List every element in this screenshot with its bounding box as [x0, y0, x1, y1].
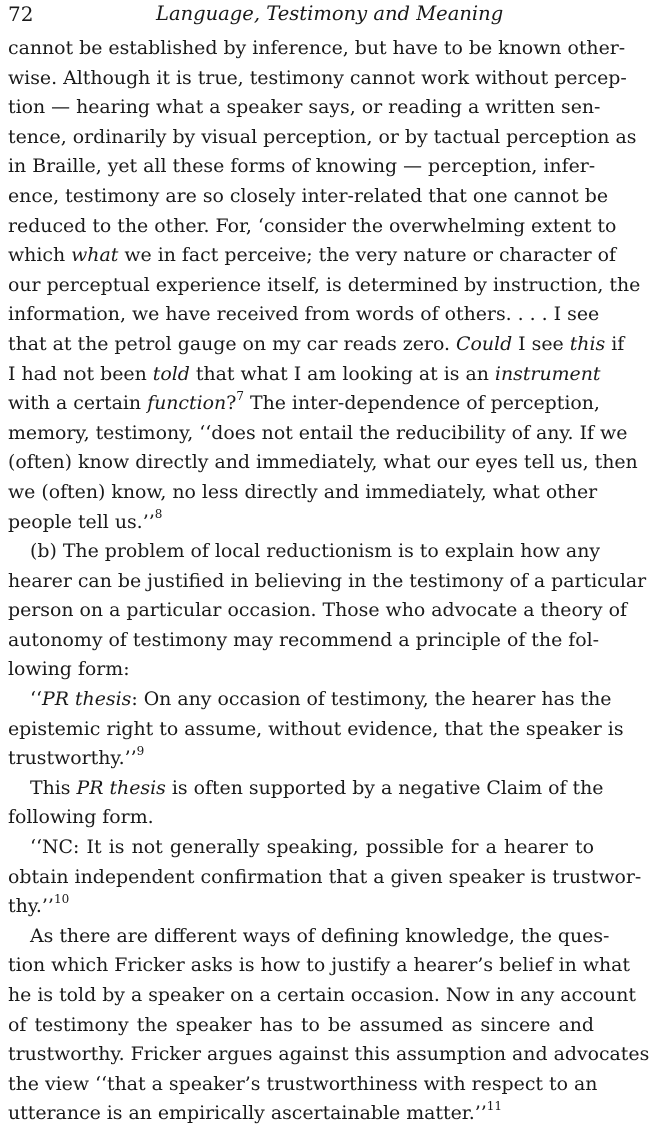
paragraph [8, 833, 642, 922]
text-line: tion — hearing what a speaker says, or reading a written sen- [8, 96, 601, 119]
paragraph [8, 34, 641, 537]
text-line: the view ‘‘that a speaker’s trustworthiness with respect to an [8, 1072, 598, 1095]
page-number: 72 [8, 2, 34, 26]
body-text [8, 34, 649, 1129]
text-line: utterance is an empirically ascertainable matter.’’$^{11}$ [8, 1099, 503, 1125]
footnote-marker: 7 [236, 388, 244, 403]
text-line: hearer can be justified in believing in the testimony of a particular [8, 569, 647, 592]
footnote-marker: 10 [53, 891, 70, 906]
text-line: tion which Fricker asks is how to justify a hearer’s belief in what [8, 954, 631, 977]
text-line: people tell us.’’$^8$ [8, 507, 163, 533]
text-line: memory, testimony, ‘‘does not entail the reducibility of any. If we [8, 421, 628, 444]
paragraph [8, 922, 649, 1129]
footnote-marker: 11 [486, 1099, 503, 1114]
text-line: thy.’’$^{10}$ [8, 891, 70, 918]
paragraph [8, 774, 604, 833]
text-line: of testimony the speaker has to be assumed as sincere and [8, 1013, 594, 1036]
text-line: ence, testimony are so closely inter-related that one cannot be [8, 184, 609, 207]
text-line: information, we have received from words of others. . . . I see [8, 303, 600, 326]
text-line: lowing form: [8, 658, 130, 681]
footnote-marker: 8 [154, 507, 163, 522]
running-head [8, 0, 594, 34]
text-line: reduced to the other. For, ‘consider the overwhelming extent to [8, 214, 617, 237]
running-title: Language, Testimony and Meaning [156, 2, 504, 25]
text-line: cannot be established by inference, but have to be known other- [8, 37, 626, 59]
paragraph [8, 685, 624, 774]
text-line: which what we in fact perceive; the very nature or character of [8, 244, 617, 267]
text-line: This PR thesis is often supported by a negative Claim of the [30, 776, 604, 799]
text-line: in Braille, yet all these forms of knowing — perception, infer- [8, 155, 596, 178]
text-line: ‘‘NC: It is not generally speaking, possible for a hearer to [30, 836, 594, 859]
text-line: trustworthy.’’$^9$ [8, 743, 145, 770]
text-line: trustworthy. Fricker argues against this assumption and advocates [8, 1043, 649, 1066]
paragraph [8, 537, 647, 685]
text-line: he is told by a speaker on a certain occasion. Now in any account [8, 984, 636, 1006]
book-page [8, 0, 649, 1129]
text-line: ‘‘PR thesis: On any occasion of testimony, the hearer has the [30, 688, 612, 711]
text-line: person on a particular occasion. Those who advocate a theory of [8, 599, 627, 622]
text-line: I had not been told that what I am looking at is an instrument [8, 362, 601, 385]
text-line: autonomy of testimony may recommend a principle of the fol- [8, 628, 600, 651]
text-line: (b) The problem of local reductionism is to explain how any [30, 540, 601, 563]
text-line: wise. Although it is true, testimony cannot work without percep- [8, 66, 627, 89]
footnote-marker: 9 [136, 743, 145, 758]
text-line: epistemic right to assume, without evidence, that the speaker is [8, 717, 624, 740]
text-line: with a certain function?$^7$ The inter-dependence of perception, [8, 388, 600, 415]
text-line: As there are different ways of defining knowledge, the ques- [30, 924, 610, 947]
text-line: that at the petrol gauge on my car reads zero. Could I see this if [8, 332, 625, 355]
text-line: our perceptual experience itself, is determined by instruction, the [8, 273, 641, 296]
text-line: tence, ordinarily by visual perception, or by tactual perception as [8, 125, 637, 148]
text-line: obtain independent confirmation that a given speaker is trustwor- [8, 865, 642, 888]
text-line: following form. [8, 806, 154, 829]
text-line: (often) know directly and immediately, what our eyes tell us, then [8, 451, 638, 474]
text-line: we (often) know, no less directly and immediately, what other [8, 480, 598, 503]
